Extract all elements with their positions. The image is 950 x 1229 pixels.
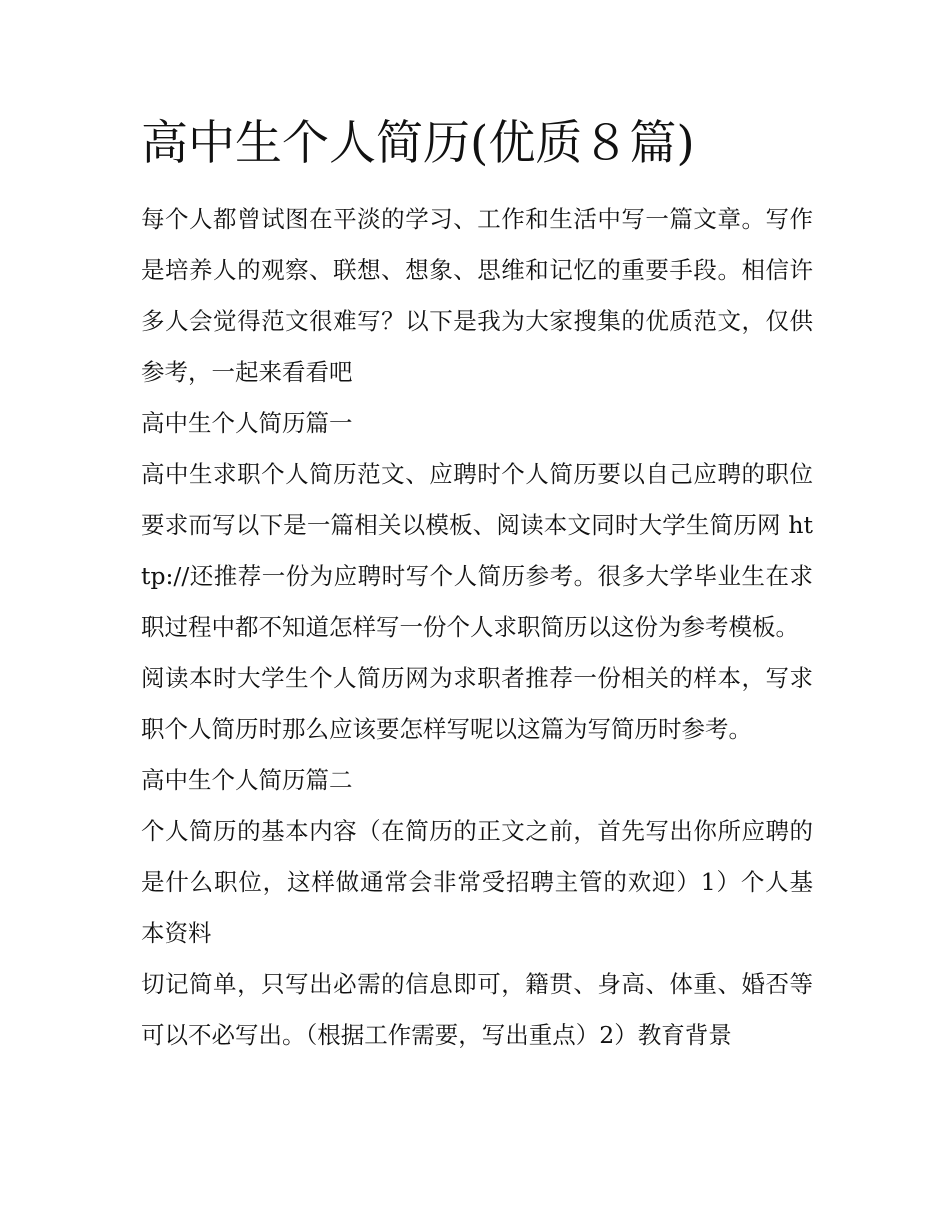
section-heading-1: 高中生个人简历篇一 — [141, 409, 353, 437]
document-title: 高中生个人简历(优质８篇) — [141, 116, 695, 171]
body-paragraph: 切记简单，只写出必需的信息即可，籍贯、身高、体重、婚否等可以不必写出。（根据工作需要，写出重点）2）教育背景 — [141, 970, 813, 1049]
body-paragraph: 个人简历的基本内容（在简历的正文之前，首先写出你所应聘的是什么职位，这样做通常会非常受招聘主管的欢迎）1）个人基本资料 — [141, 817, 813, 947]
body-paragraph: 阅读本时大学生个人简历网为求职者推荐一份相关的样本，写求职个人简历时那么应该要怎样写呢以这篇为写简历时参考。 — [141, 664, 813, 743]
intro-paragraph: 每个人都曾试图在平淡的学习、工作和生活中写一篇文章。写作是培养人的观察、联想、想象、思维和记忆的重要手段。相信许多人会觉得范文很难写？以下是我为大家搜集的优质范文，仅供参考，一起来看看吧 — [141, 205, 813, 386]
body-paragraph: 高中生求职个人简历范文、应聘时个人简历要以自己应聘的职位要求而写以下是一篇相关以模板、阅读本文同时大学生简历网 http://还推荐一份为应聘时写个人简历参考。很多大学毕业生在求职过程中都不知道怎样写一份个人求职简历以这份为参考模板。 — [141, 460, 813, 641]
document-body — [141, 108, 813, 1061]
section-heading-2: 高中生个人简历篇二 — [141, 766, 353, 794]
